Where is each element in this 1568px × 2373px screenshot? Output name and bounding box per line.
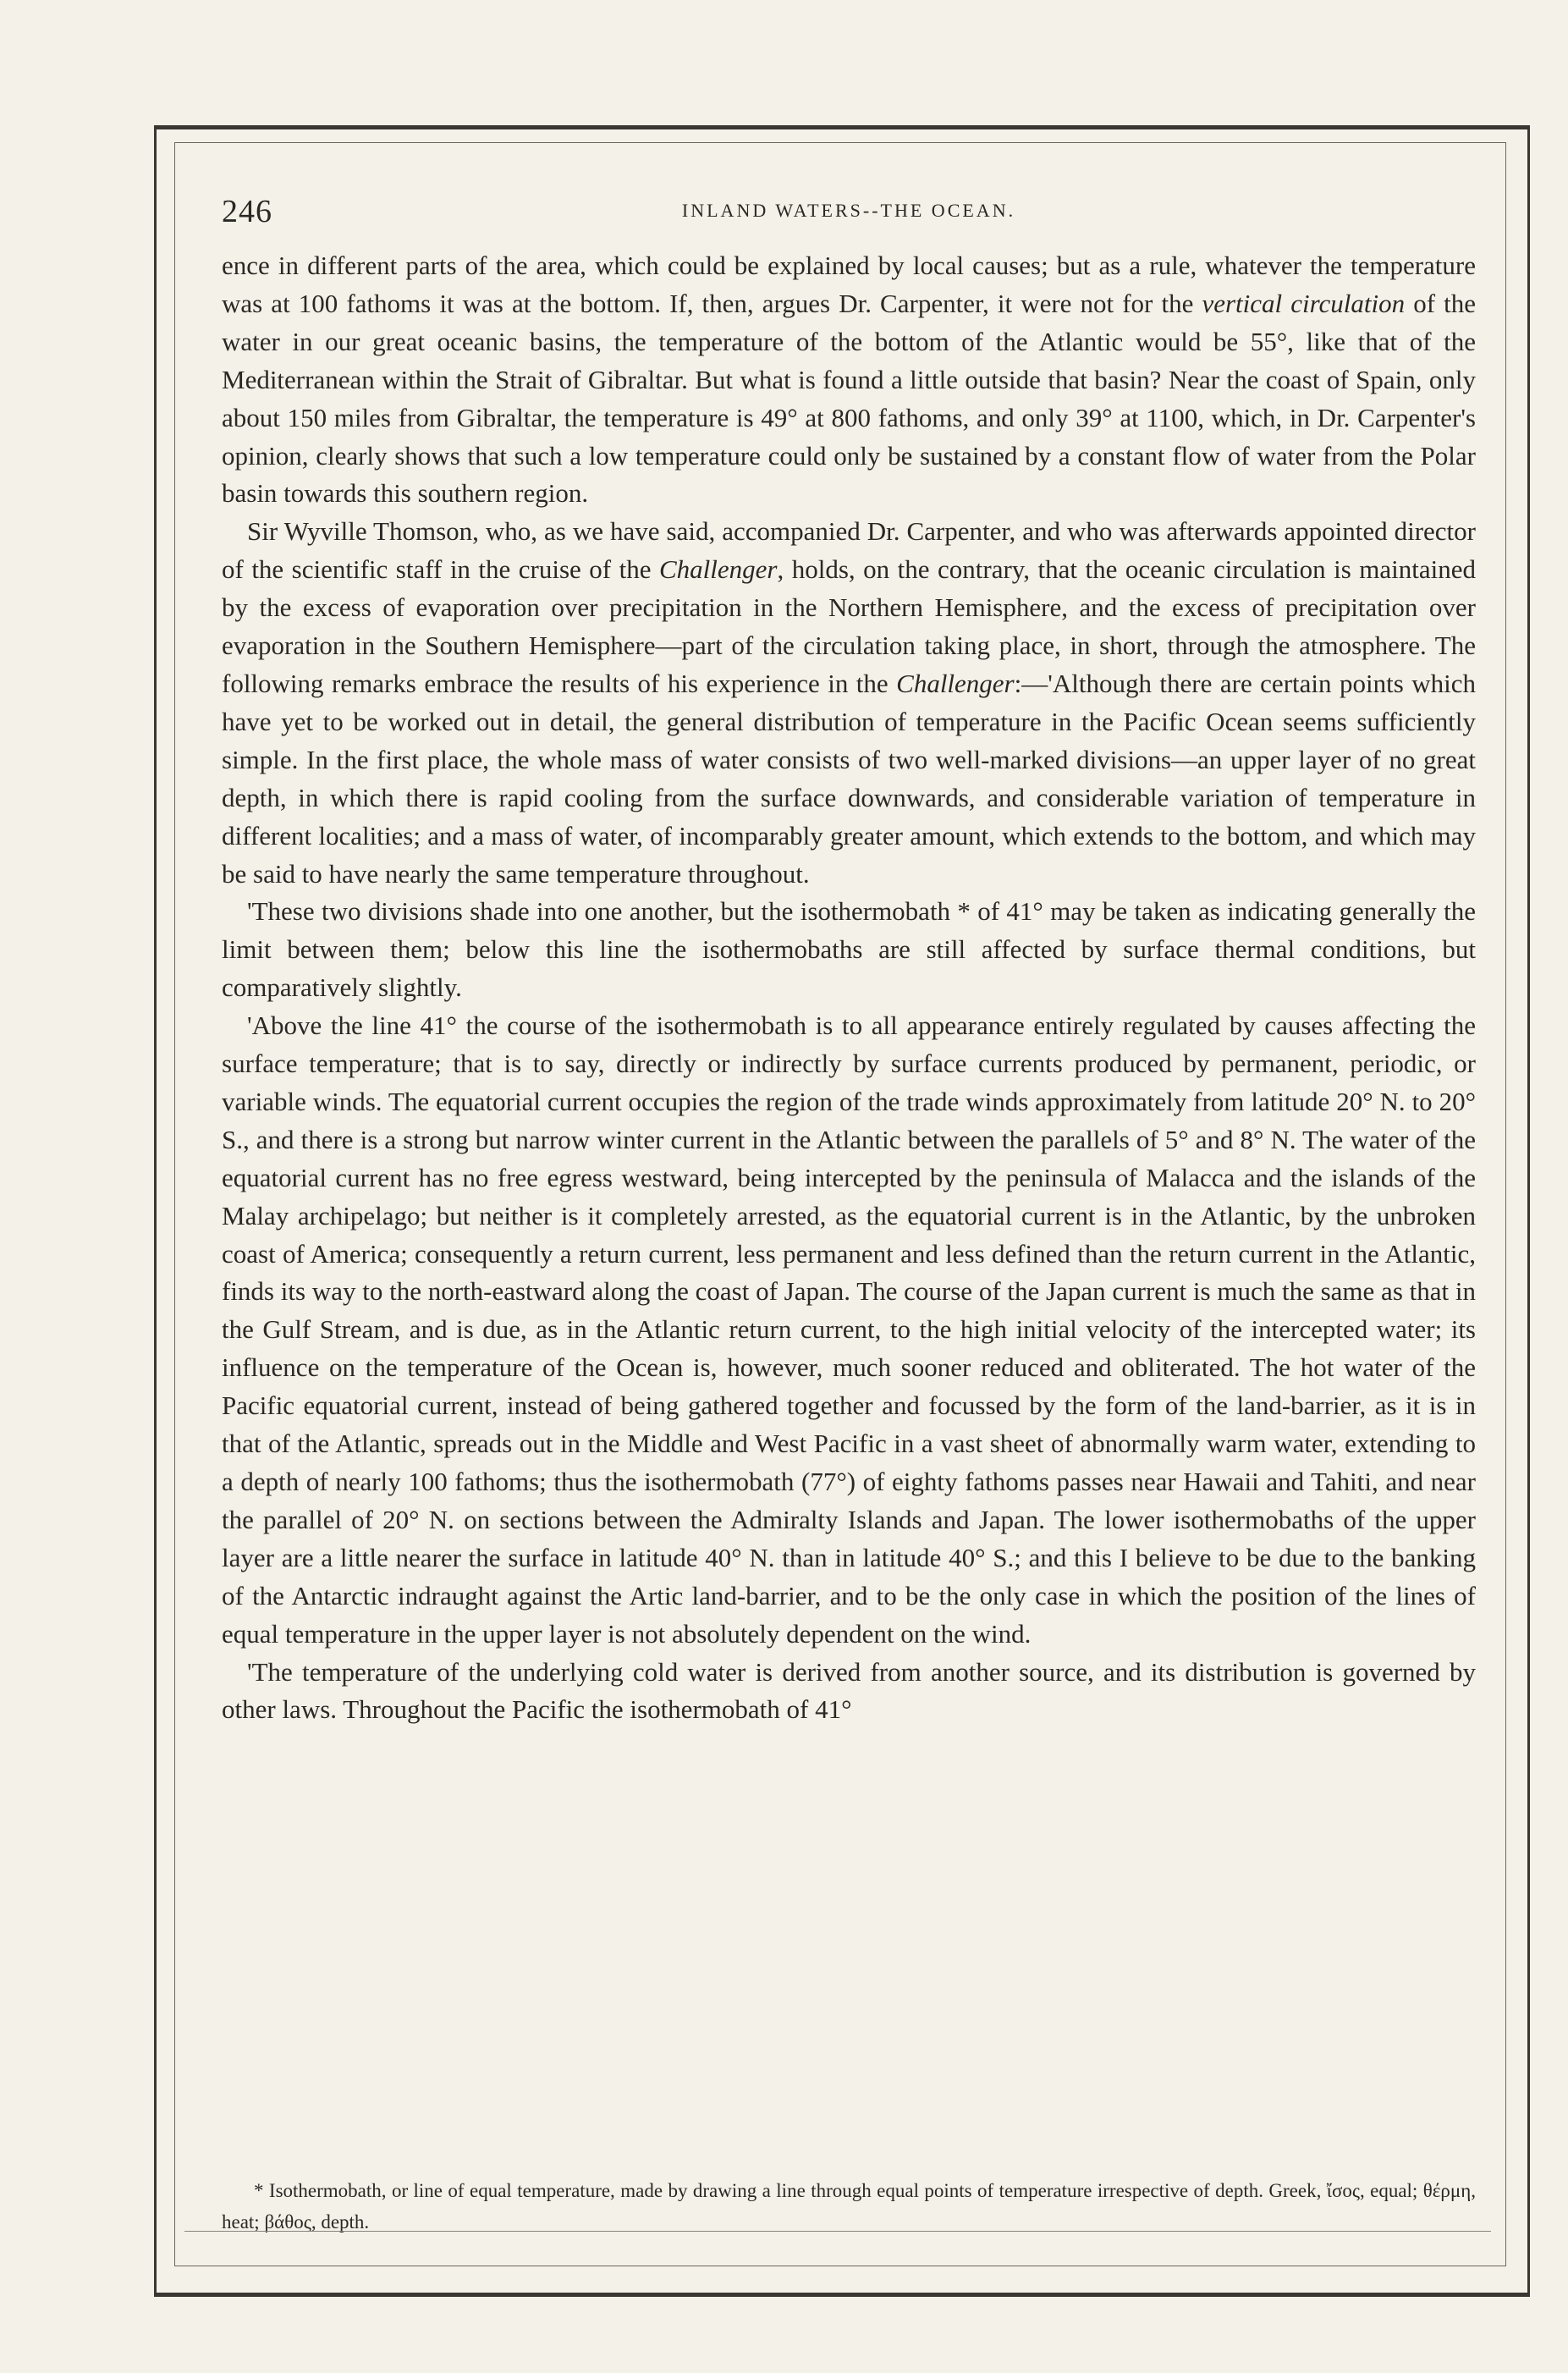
paragraph-2 bbox=[222, 513, 1476, 893]
vertical-circulation-italic: vertical circulation bbox=[1202, 288, 1406, 318]
bottom-rule bbox=[184, 2231, 1491, 2232]
paragraph-3: 'These two divisions shade into one another, but the isothermobath * of 41° may be taken as indicating generally the limit between them; below this line the isothermobaths are still affected by surface thermal conditions, but comparatively slightly. bbox=[222, 896, 1476, 1003]
page-header bbox=[222, 193, 1476, 227]
body-text bbox=[222, 247, 1476, 1729]
challenger-italic-1: Challenger bbox=[659, 554, 778, 585]
paragraph-2-part-c: :—'Although there are certain points which have yet to be worked out in detail, the general distribution of temperature in the Pacific Ocean seems sufficiently simple. In the first place, the whole mass of water consists of two well-marked divisions—an upper layer of no great depth, in which there is rapid cooling from the surface downwards, and considerable variation of temperature in different localities; and a mass of water, of incomparably greater amount, which extends to the bottom, and which may be said to have nearly the same temperature throughout. bbox=[222, 668, 1476, 889]
paragraph-4: 'Above the line 41° the course of the isothermobath is to all appearance entirely regulated by causes affecting the surface temperature; that is to say, directly or indirectly by surface currents produced by permanent, periodic, or variable winds. The equatorial current occupies the region of the trade winds approximately from latitude 20° N. to 20° S., and there is a strong but narrow winter current in the Atlantic between the parallels of 5° and 8° N. The water of the equatorial current has no free egress westward, being intercepted by the peninsula of Malacca and the islands of the Malay archipelago; but neither is it completely arrested, as the equatorial current is in the Atlantic, by the unbroken coast of America; consequently a return current, less permanent and less defined than the return current in the Atlantic, finds its way to the north-eastward along the coast of Japan. The course of the Japan current is much the same as that in the Gulf Stream, and is due, as in the Atlantic return current, to the high initial velocity of the intercepted water; its influence on the temperature of the Ocean is, however, much sooner reduced and obliterated. The hot water of the Pacific equatorial current, instead of being gathered together and focussed by the form of the land-barrier, as it is in that of the Atlantic, spreads out in the Middle and West Pacific in a vast sheet of abnormally warm water, extending to a depth of nearly 100 fathoms; thus the isothermobath (77°) of eighty fathoms passes near Hawaii and Tahiti, and near the parallel of 20° N. on sections between the Admiralty Islands and Japan. The lower isothermobaths of the upper layer are a little nearer the surface in latitude 40° N. than in latitude 40° S.; and this I believe to be due to the banking of the Antarctic indraught against the Artic land-barrier, and to be the only case in which the position of the lines of equal temperature in the upper layer is not absolutely dependent on the wind. bbox=[222, 1010, 1476, 1649]
challenger-italic-2: Challenger bbox=[896, 668, 1015, 698]
page-number: 246 bbox=[222, 194, 272, 229]
paragraph-1-part-b: of the water in our great oceanic basins, the temperature of the bottom of the Atlantic would be 55°, like that of the Mediterranean within the Strait of Gibraltar. But what is found a little outside that basin? Near the coast of Spain, only about 150 miles from Gibraltar, the temperature is 49° at 800 fathoms, and only 39° at 1100, which, in Dr. Carpenter's opinion, clearly shows that such a low temperature could only be sustained by a constant flow of water from the Polar basin towards this southern region. bbox=[222, 288, 1476, 509]
footnote: * Isothermobath, or line of equal temperature, made by drawing a line through equal points of temperature irrespective of depth. Greek, ἴσος, equal; θέρμη, heat; βάθος, depth. bbox=[222, 2180, 1476, 2233]
running-head: INLAND WATERS--THE OCEAN. bbox=[681, 200, 1016, 221]
paragraph-5: 'The temperature of the underlying cold water is derived from another source, and its distribution is governed by other laws. Throughout the Pacific the isothermobath of 41° bbox=[222, 1656, 1476, 1725]
paragraph-2-part-b: , holds, on the contrary, that the oceanic circulation is maintained by the excess of evaporation over precipitation in the Northern Hemisphere, and the excess of precipitation over evaporation in the Southern Hemisphere—part of the circulation taking place, in short, through the atmosphere. The following remarks embrace the results of his experience in the bbox=[222, 554, 1476, 698]
paragraph-1-part-a: ence in different parts of the area, which could be explained by local causes; but as a rule, whatever the temperature was at 100 fathoms it was at the bottom. If, then, argues Dr. Carpenter, it were not for the bbox=[222, 251, 1476, 318]
paragraph-1 bbox=[222, 247, 1476, 513]
paragraph-2-part-a: Sir Wyville Thomson, who, as we have said, accompanied Dr. Carpenter, and who was afterwards appointed director of the scientific staff in the cruise of the bbox=[222, 516, 1476, 585]
